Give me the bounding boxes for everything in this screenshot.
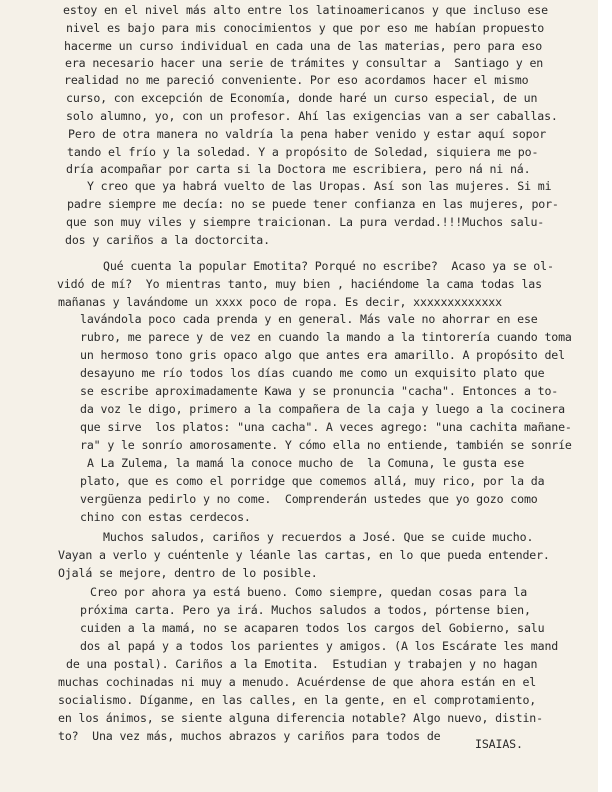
text-line: vergüenza pedirlo y no come. Comprenderán ustedes que yo gozo como [80,492,538,506]
text-line: que sirve los platos: "una cacha". A veces agrego: "una cachita mañane- [80,420,572,434]
text-line: realidad no me pareció conveniente. Por eso acordamos hacer el mismo [64,73,529,87]
text-line: rubro, me parece y de vez en cuando la mando a la tintorería cuando toma [80,330,572,344]
text-line: mañanas y lavándome un xxxx poco de ropa. Es decir, xxxxxxxxxxxxx [58,295,502,309]
text-line: un hermoso tono gris opaco algo que antes era amarillo. A propósito del [80,348,565,362]
text-line: Qué cuenta la popular Emotita? Porqué no escribe? Acaso ya se ol- [103,259,554,273]
text-line: socialismo. Díganme, en las calles, en la gente, en el comprotamiento, [58,693,537,707]
text-line: cuiden a la mamá, no se acaparen todos los cargos del Gobierno, salu [80,621,545,635]
text-line: se escribe aproximadamente Kawa y se pronuncia "cacha". Entonces a to- [80,384,559,398]
text-line: Y creo que ya habrá vuelto de las Uropas. Así son las mujeres. Si mi [87,179,552,193]
text-line: Pero de otra manera no valdría la pena haber venido y estar aquí sopor [68,127,547,141]
text-line: dría acompañar por carta si la Doctora me escribiera, pero ná ni ná. [66,162,531,176]
text-line: A La Zulema, la mamá la conoce mucho de la Comuna, le gusta ese [87,456,525,470]
signature-line: ISAIAS. [475,737,523,751]
text-line: Vayan a verlo y cuéntenle y léanle las cartas, en lo que pueda entender. [58,548,550,562]
text-line: nivel es bajo para mis conocimientos y que por eso me habían propuesto [66,21,545,35]
text-line: vidó de mí? Yo mientras tanto, muy bien , haciéndome la cama todas las [57,277,542,291]
text-line: en los ánimos, se siente alguna diferencia notable? Algo nuevo, distin- [58,711,543,725]
text-line: próxima carta. Pero ya irá. Muchos saludos a todos, pórtense bien, [80,603,531,617]
text-line: to? Una vez más, muchos abrazos y cariños para todos de [58,729,441,743]
text-line: lavándola poco cada prenda y en general. Más vale no ahorrar en ese [80,312,538,326]
text-line: que son muy viles y siempre traicionan. La pura verdad.!!!Muchos salu- [66,215,545,229]
text-line: padre siempre me decía: no se puede tener confianza en las mujeres, por- [67,197,559,211]
text-line: hacerme un curso individual en cada una de las materias, pero para eso [64,39,543,53]
text-line: tando el frío y la soledad. Y a propósito de Soledad, siquiera me po- [67,145,539,159]
text-line: era necesario hacer una serie de trámites y consultar a Santiago y en [65,56,544,70]
text-line: plato, que es como el porridge que comemos allá, muy rico, por la da [80,474,545,488]
text-line: muchas cochinadas ni muy a menudo. Acuérdense de que ahora están en el [58,675,537,689]
text-line: desayuno me río todos los días cuando me como un exquisito plato que [80,366,545,380]
text-line: solo alumno, yo, con un profesor. Ahí las exigencias van a ser caballas. [66,109,558,123]
text-line: de una postal). Cariños a la Emotita. Estudian y trabajen y no hagan [66,657,538,671]
text-line: Creo por ahora ya está bueno. Como siempre, quedan cosas para la [90,585,528,599]
text-line: Muchos saludos, cariños y recuerdos a José. Que se cuide mucho. [103,530,534,544]
text-line: ra" y le sonrío amorosamente. Y cómo ella no entiende, también se sonríe [80,438,572,452]
text-line: curso, con excepción de Economía, donde haré un curso especial, de un [66,91,538,105]
text-line: dos al papá y a todos los parientes y amigos. (A los Escárate les mand [80,639,559,653]
text-line: chino con estas cerdecos. [80,510,251,524]
text-line: da voz le digo, primero a la compañera de la caja y luego a la cocinera [80,402,565,416]
text-line: estoy en el nivel más alto entre los latinoamericanos y que incluso ese [63,3,548,17]
page-edge [598,0,612,792]
text-line: Ojalá se mejore, dentro de lo posible. [58,566,318,580]
text-line: dos y cariños a la doctorcita. [65,233,270,247]
